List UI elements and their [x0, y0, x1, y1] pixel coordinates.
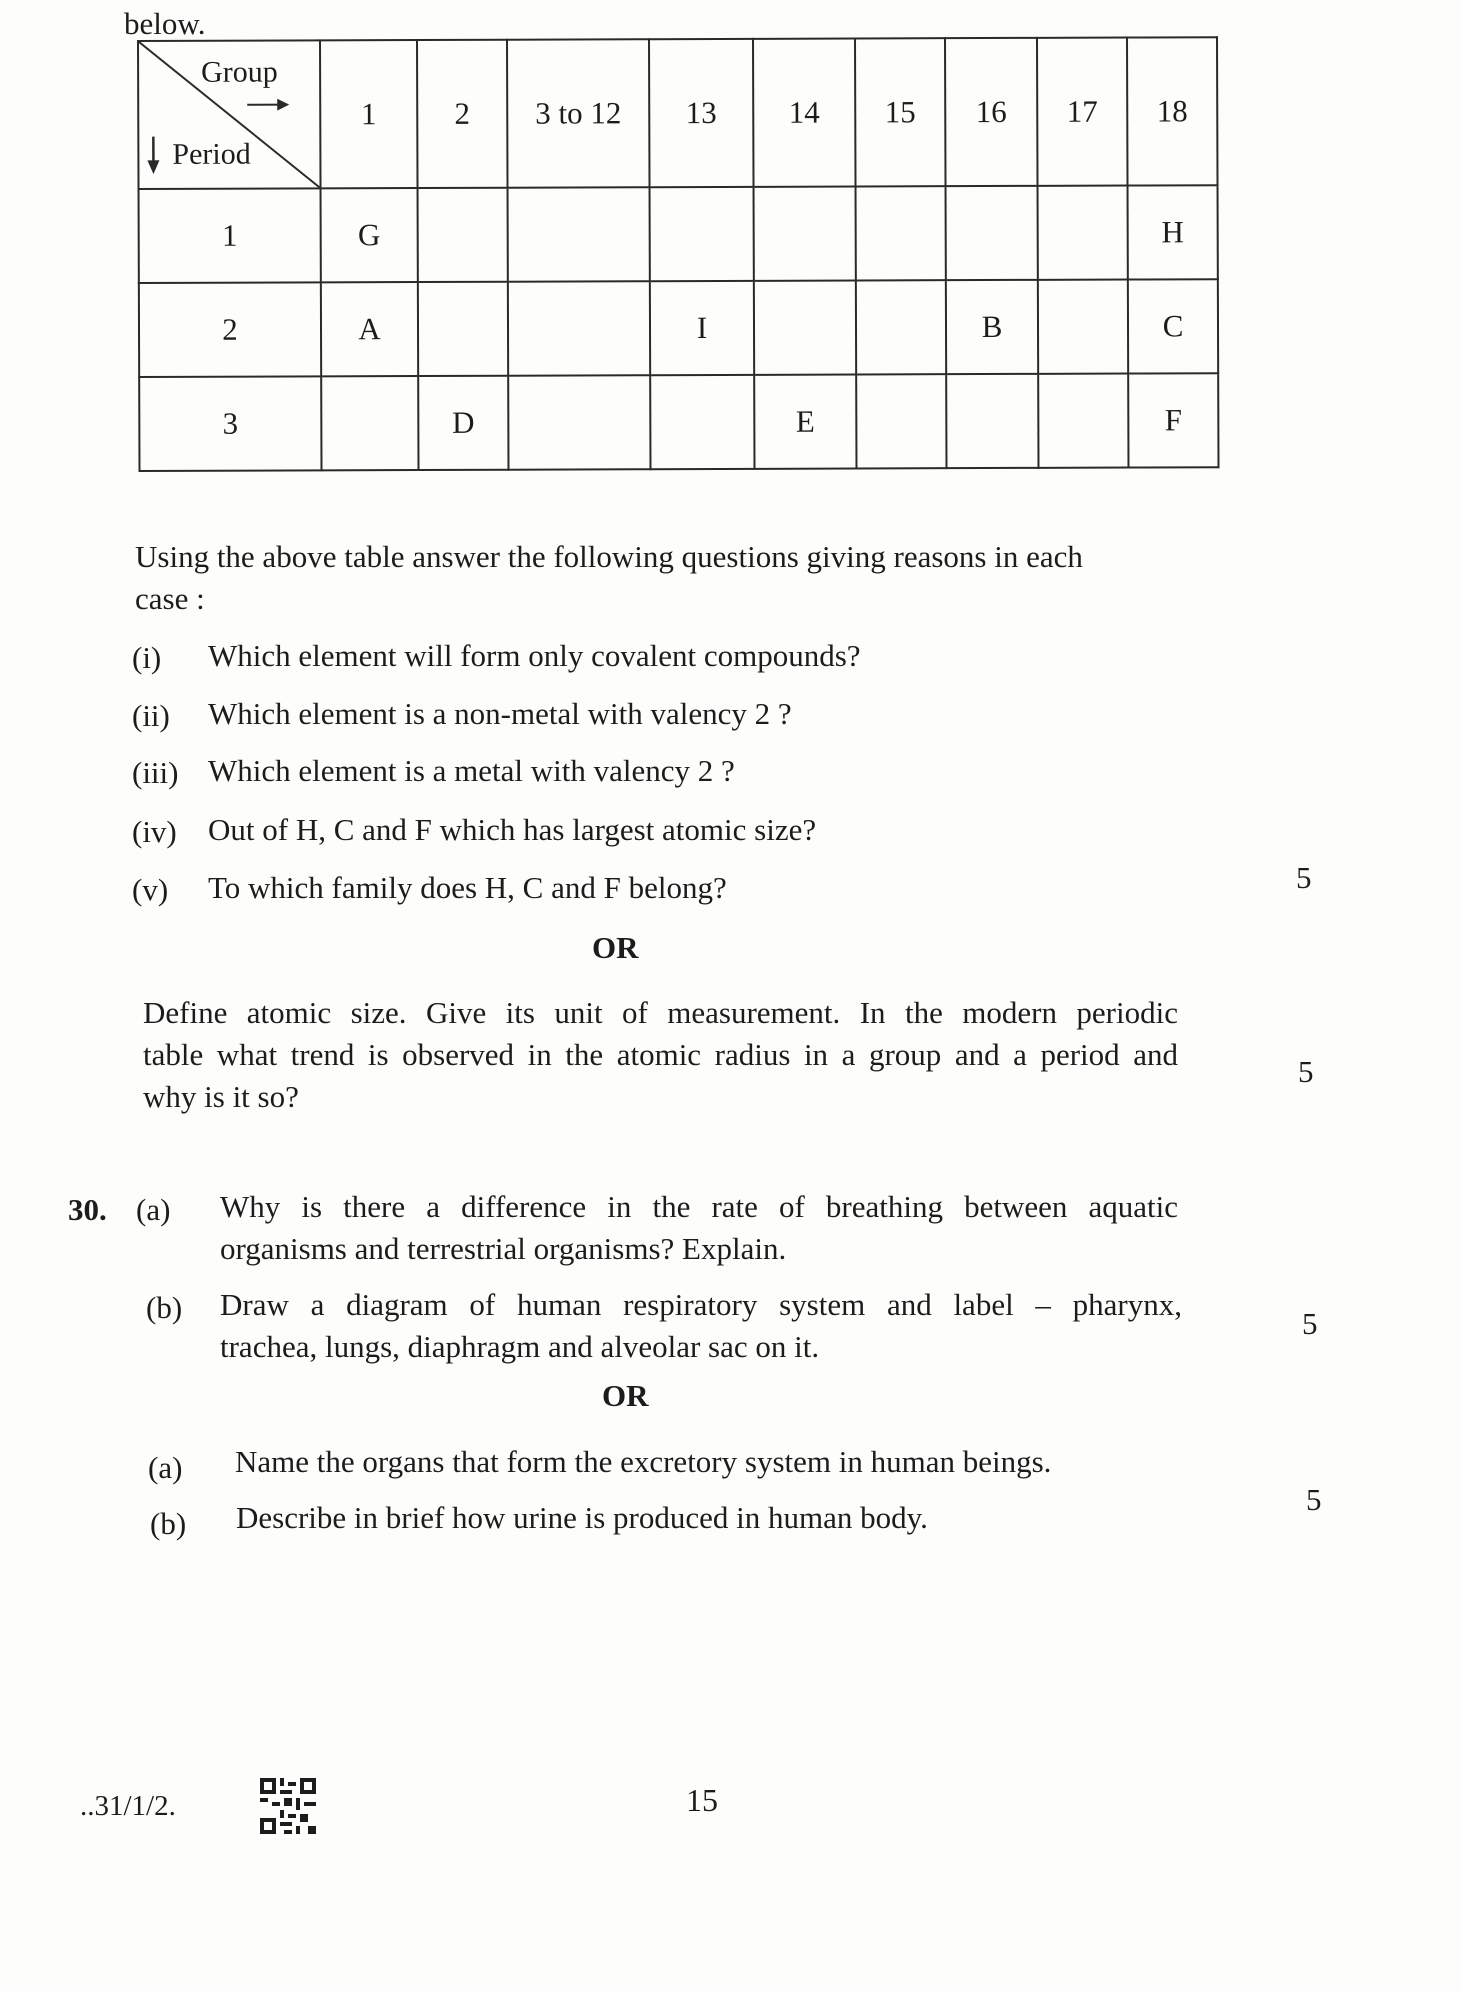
element-cell — [754, 186, 856, 280]
intro-paragraph — [135, 536, 1165, 620]
periodic-table — [137, 36, 1220, 472]
element-cell: A — [321, 282, 418, 376]
period-label: 1 — [139, 188, 321, 283]
period-label: 2 — [139, 282, 321, 377]
question-text: Which element is a metal with valency 2 ? — [208, 753, 735, 788]
part-a-text — [220, 1186, 1178, 1270]
question-number: (iii) — [132, 755, 179, 790]
element-cell: E — [754, 374, 856, 468]
group-header: 15 — [855, 38, 946, 186]
question-text: Which element is a non-metal with valency 2 ? — [208, 696, 792, 731]
marks-label: 5 — [1306, 1482, 1322, 1517]
element-cell — [946, 374, 1038, 468]
element-cell — [418, 188, 508, 282]
element-cell: I — [650, 281, 754, 375]
paper-code: ..31/1/2. — [80, 1790, 176, 1822]
group-axis-label: Group — [201, 55, 278, 89]
top-fragment: below. — [124, 6, 206, 41]
alt-part-b-label: (b) — [150, 1506, 187, 1541]
element-cell — [650, 375, 754, 469]
question-number: (i) — [132, 640, 162, 675]
marks-label: 5 — [1302, 1306, 1318, 1341]
alternative-line: Define atomic size. Give its unit of measurement. In the modern periodic — [143, 995, 1178, 1030]
element-cell — [321, 376, 418, 470]
part-b-label: (b) — [146, 1290, 183, 1325]
element-cell — [508, 187, 650, 281]
marks-label: 5 — [1298, 1054, 1314, 1089]
table-row — [139, 373, 1218, 471]
question-number: (iv) — [132, 814, 177, 849]
element-cell — [856, 280, 946, 374]
element-cell: B — [946, 280, 1038, 374]
element-cell: H — [1128, 185, 1218, 279]
group-header: 1 — [320, 40, 418, 188]
page-number: 15 — [686, 1782, 718, 1818]
element-cell — [1038, 186, 1128, 280]
marks-label: 5 — [1296, 860, 1312, 895]
group-header: 18 — [1127, 37, 1218, 185]
period-axis-label: Period — [172, 137, 251, 171]
part-a-label: (a) — [136, 1192, 171, 1227]
element-cell — [856, 186, 946, 280]
element-cell: G — [321, 188, 418, 282]
question-text: Out of H, C and F which has largest atomic size? — [208, 812, 817, 847]
element-cell: F — [1128, 373, 1218, 467]
alt-part-a-label: (a) — [148, 1450, 183, 1485]
or-divider: OR — [602, 1378, 649, 1413]
part-b-line: Draw a diagram of human respiratory system and label – pharynx, — [220, 1287, 1182, 1322]
group-header: 2 — [417, 40, 508, 188]
part-a-line: organisms and terrestrial organisms? Explain. — [220, 1231, 787, 1266]
element-cell — [754, 280, 856, 374]
element-cell: D — [418, 376, 508, 470]
group-header: 14 — [753, 38, 856, 186]
question-text: To which family does H, C and F belong? — [208, 870, 727, 905]
element-cell — [1038, 280, 1128, 374]
group-header: 16 — [945, 38, 1038, 186]
group-header: 17 — [1037, 38, 1128, 186]
question-number: (ii) — [132, 698, 170, 733]
element-cell — [650, 187, 754, 281]
intro-line: case : — [135, 581, 205, 616]
part-b-text — [220, 1284, 1182, 1368]
element-cell — [508, 375, 650, 469]
table-row — [139, 279, 1218, 377]
part-b-line: trachea, lungs, diaphragm and alveolar sac on it. — [220, 1329, 820, 1364]
element-cell — [1038, 374, 1128, 468]
question-number: (v) — [132, 872, 169, 907]
question-text: Which element will form only covalent compounds? — [208, 638, 861, 673]
alternative-line: table what trend is observed in the atomic radius in a group and a period and — [143, 1037, 1178, 1072]
question-number-30: 30. — [68, 1192, 107, 1227]
alt-part-a-text: Name the organs that form the excretory system in human beings. — [235, 1444, 1052, 1479]
element-cell: C — [1128, 279, 1218, 373]
element-cell — [856, 374, 946, 468]
period-label: 3 — [139, 376, 321, 471]
table-header-row — [138, 37, 1218, 189]
or-divider: OR — [592, 930, 639, 965]
alternative-line: why is it so? — [143, 1079, 299, 1114]
part-a-line: Why is there a difference in the rate of breathing between aquatic — [220, 1189, 1178, 1224]
table-row — [139, 185, 1218, 283]
alt-part-b-text: Describe in brief how urine is produced in human body. — [236, 1500, 928, 1535]
alternative-question — [143, 992, 1178, 1118]
table-corner-cell — [138, 40, 321, 189]
element-cell — [946, 186, 1038, 280]
intro-line: Using the above table answer the following questions giving reasons in each — [135, 539, 1083, 574]
group-header: 3 to 12 — [507, 39, 650, 187]
element-cell — [418, 282, 508, 376]
qr-code-icon — [260, 1778, 316, 1834]
element-cell — [508, 281, 650, 375]
group-header: 13 — [649, 39, 754, 187]
